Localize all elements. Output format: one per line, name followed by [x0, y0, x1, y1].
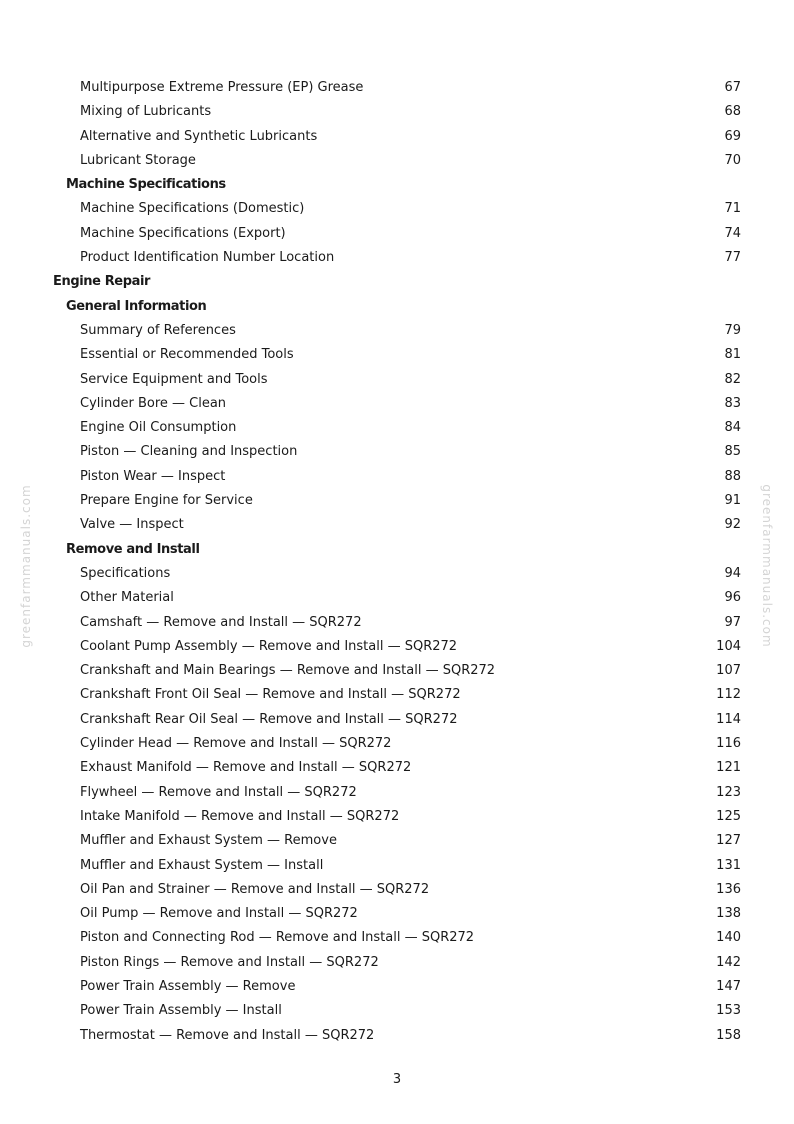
- toc-entry[interactable]: [0, 197, 794, 221]
- toc-entry[interactable]: [0, 1024, 794, 1048]
- watermark-right: greenfarmmanuals.com: [760, 484, 774, 648]
- toc-entry[interactable]: [0, 781, 794, 805]
- toc-section-heading[interactable]: [0, 295, 794, 319]
- toc-entry-page-number: 94: [724, 565, 741, 581]
- toc-entry-title: Muffler and Exhaust System — Remove: [80, 833, 337, 849]
- toc-entry-title: Engine Repair: [53, 274, 151, 290]
- toc-entry[interactable]: [0, 562, 794, 586]
- toc-entry-page-number: 121: [716, 760, 741, 776]
- toc-entry[interactable]: [0, 343, 794, 367]
- toc-entry[interactable]: [0, 902, 794, 926]
- toc-entry-page-number: 136: [716, 881, 741, 897]
- toc-entry[interactable]: [0, 611, 794, 635]
- toc-entry[interactable]: [0, 100, 794, 124]
- toc-entry[interactable]: [0, 319, 794, 343]
- table-of-contents: [0, 76, 794, 1048]
- toc-entry-title: Machine Specifications (Domestic): [80, 201, 305, 217]
- toc-entry[interactable]: [0, 76, 794, 100]
- watermark-left: greenfarmmanuals.com: [19, 484, 33, 648]
- toc-section-heading[interactable]: [0, 173, 794, 197]
- toc-entry[interactable]: [0, 416, 794, 440]
- toc-entry-title: Piston — Cleaning and Inspection: [80, 444, 298, 460]
- toc-entry-title: Thermostat — Remove and Install — SQR272: [80, 1027, 375, 1043]
- toc-entry-title: Engine Oil Consumption: [80, 420, 237, 436]
- toc-entry-title: Cylinder Bore — Clean: [80, 395, 227, 411]
- toc-entry-title: Lubricant Storage: [80, 152, 196, 168]
- toc-entry-page-number: 92: [724, 517, 741, 533]
- toc-entry-page-number: 88: [724, 468, 741, 484]
- toc-entry-title: Product Identification Number Location: [80, 250, 335, 266]
- toc-entry-page-number: 82: [724, 371, 741, 387]
- toc-entry-title: Intake Manifold — Remove and Install — SQR272: [80, 808, 400, 824]
- toc-entry-page-number: 83: [724, 395, 741, 411]
- toc-entry-title: Oil Pan and Strainer — Remove and Install — SQR272: [80, 881, 430, 897]
- toc-entry-title: Service Equipment and Tools: [80, 371, 268, 387]
- toc-entry[interactable]: [0, 440, 794, 464]
- toc-entry-page-number: 131: [716, 857, 741, 873]
- toc-entry[interactable]: [0, 489, 794, 513]
- toc-entry-title: Cylinder Head — Remove and Install — SQR272: [80, 736, 392, 752]
- toc-entry-title: Remove and Install: [66, 541, 200, 557]
- toc-entry-page-number: 140: [716, 930, 741, 946]
- toc-entry-title: Crankshaft Rear Oil Seal — Remove and Install — SQR272: [80, 711, 458, 727]
- toc-entry-title: Other Material: [80, 590, 174, 606]
- toc-entry[interactable]: [0, 513, 794, 537]
- toc-entry[interactable]: [0, 878, 794, 902]
- toc-entry[interactable]: [0, 951, 794, 975]
- toc-entry-title: Muffler and Exhaust System — Install: [80, 857, 324, 873]
- toc-entry[interactable]: [0, 246, 794, 270]
- toc-entry[interactable]: [0, 756, 794, 780]
- toc-entry-page-number: 67: [724, 80, 741, 95]
- toc-entry-title: Multipurpose Extreme Pressure (EP) Grease: [80, 80, 364, 95]
- toc-entry-page-number: 77: [724, 250, 741, 266]
- toc-entry-page-number: 138: [716, 906, 741, 922]
- toc-entry[interactable]: [0, 465, 794, 489]
- toc-entry[interactable]: [0, 635, 794, 659]
- toc-entry-page-number: 116: [716, 736, 741, 752]
- toc-entry[interactable]: [0, 392, 794, 416]
- toc-entry-title: Crankshaft and Main Bearings — Remove and Install — SQR272: [80, 663, 496, 679]
- toc-entry-page-number: 123: [716, 784, 741, 800]
- toc-entry-title: Valve — Inspect: [80, 517, 184, 533]
- toc-entry-title: Machine Specifications: [66, 177, 226, 193]
- toc-entry[interactable]: [0, 149, 794, 173]
- toc-entry-title: Flywheel — Remove and Install — SQR272: [80, 784, 357, 800]
- toc-entry-title: Mixing of Lubricants: [80, 104, 212, 120]
- toc-entry-title: Oil Pump — Remove and Install — SQR272: [80, 906, 358, 922]
- toc-entry[interactable]: [0, 732, 794, 756]
- toc-entry-title: General Information: [66, 298, 207, 314]
- toc-entry-page-number: 71: [724, 201, 741, 217]
- toc-entry-title: Prepare Engine for Service: [80, 493, 253, 509]
- toc-entry[interactable]: [0, 975, 794, 999]
- toc-entry-page-number: 112: [716, 687, 741, 703]
- toc-entry[interactable]: [0, 999, 794, 1023]
- toc-entry-page-number: 81: [724, 347, 741, 363]
- toc-entry-page-number: 127: [716, 833, 741, 849]
- toc-entry-title: Piston Rings — Remove and Install — SQR272: [80, 954, 379, 970]
- toc-entry-page-number: 158: [716, 1027, 741, 1043]
- toc-entry-page-number: 70: [724, 152, 741, 168]
- page-number: 3: [392, 1072, 402, 1087]
- toc-entry-title: Crankshaft Front Oil Seal — Remove and Install — SQR272: [80, 687, 461, 703]
- toc-entry-page-number: 84: [724, 420, 741, 436]
- toc-entry-title: Essential or Recommended Tools: [80, 347, 294, 363]
- toc-entry-page-number: 68: [724, 104, 741, 120]
- toc-entry-page-number: 114: [716, 711, 741, 727]
- toc-entry-title: Machine Specifications (Export): [80, 225, 286, 241]
- toc-entry[interactable]: [0, 805, 794, 829]
- toc-entry-page-number: 147: [716, 978, 741, 994]
- toc-entry-title: Power Train Assembly — Install: [80, 1003, 282, 1019]
- toc-entry-page-number: 142: [716, 954, 741, 970]
- toc-entry[interactable]: [0, 368, 794, 392]
- toc-entry-title: Piston and Connecting Rod — Remove and Install — SQR272: [80, 930, 475, 946]
- toc-entry[interactable]: [0, 683, 794, 707]
- toc-entry[interactable]: [0, 659, 794, 683]
- toc-entry[interactable]: [0, 125, 794, 149]
- toc-entry-title: Alternative and Synthetic Lubricants: [80, 128, 318, 144]
- toc-entry[interactable]: [0, 926, 794, 950]
- toc-entry-title: Camshaft — Remove and Install — SQR272: [80, 614, 362, 630]
- toc-entry-title: Specifications: [80, 565, 171, 581]
- toc-entry-page-number: 153: [716, 1003, 741, 1019]
- toc-entry[interactable]: [0, 829, 794, 853]
- toc-entry-page-number: 96: [724, 590, 741, 606]
- toc-entry[interactable]: [0, 586, 794, 610]
- toc-section-heading[interactable]: [0, 270, 794, 294]
- toc-entry-title: Piston Wear — Inspect: [80, 468, 226, 484]
- toc-entry[interactable]: [0, 708, 794, 732]
- toc-entry-page-number: 125: [716, 808, 741, 824]
- toc-entry-title: Exhaust Manifold — Remove and Install — SQR272: [80, 760, 412, 776]
- toc-entry-title: Coolant Pump Assembly — Remove and Install — SQR272: [80, 638, 458, 654]
- toc-entry-title: Summary of References: [80, 322, 236, 338]
- toc-entry-page-number: 69: [724, 128, 741, 144]
- toc-entry[interactable]: [0, 854, 794, 878]
- toc-entry-page-number: 107: [716, 663, 741, 679]
- toc-entry-title: Power Train Assembly — Remove: [80, 978, 296, 994]
- toc-entry-page-number: 74: [724, 225, 741, 241]
- toc-entry-page-number: 79: [724, 322, 741, 338]
- toc-entry-page-number: 85: [724, 444, 741, 460]
- toc-entry-page-number: 97: [724, 614, 741, 630]
- toc-entry-page-number: 91: [724, 493, 741, 509]
- toc-entry[interactable]: [0, 222, 794, 246]
- toc-entry-page-number: 104: [716, 638, 741, 654]
- toc-section-heading[interactable]: [0, 538, 794, 562]
